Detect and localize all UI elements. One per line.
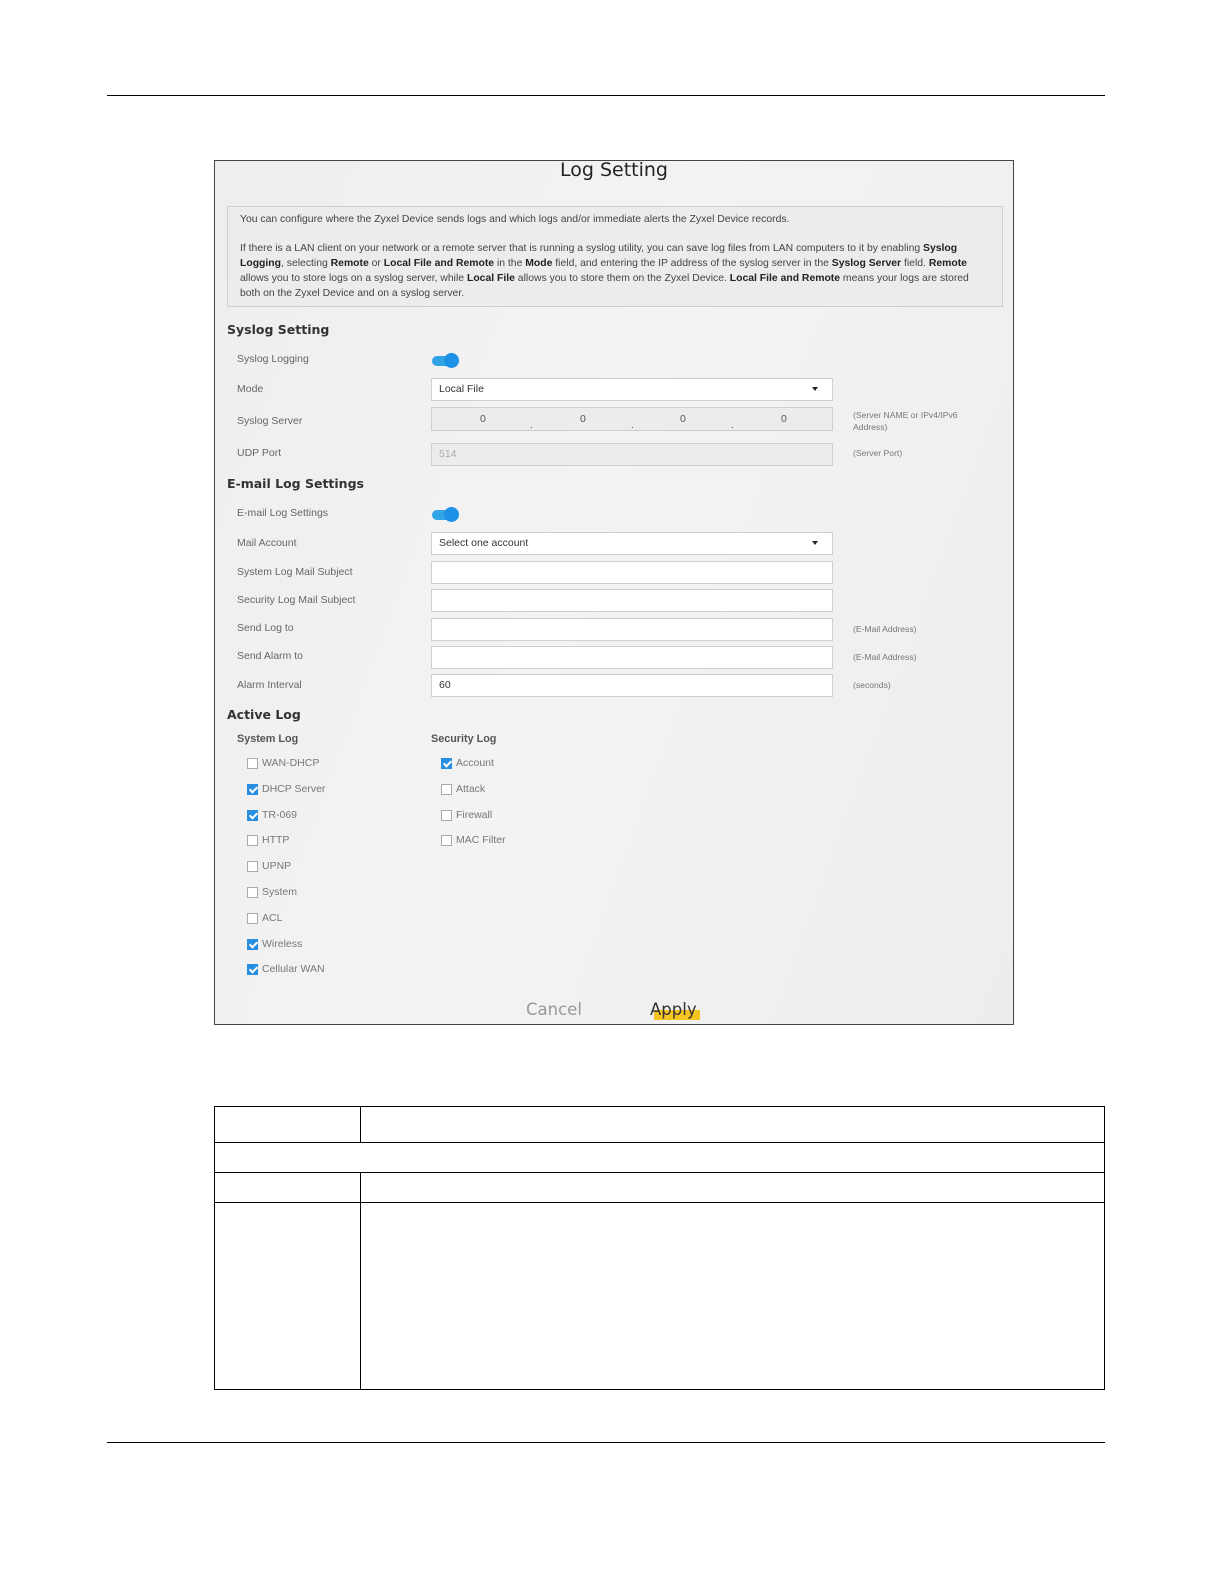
alarm-interval-label: Alarm Interval: [237, 679, 302, 691]
udp-port-value: 514: [439, 448, 457, 460]
table-cell: [361, 1107, 1105, 1143]
table-row: [215, 1143, 1105, 1173]
syslog-logging-label: Syslog Logging: [237, 353, 309, 365]
send-alarm-to-label: Send Alarm to: [237, 650, 303, 662]
table-cell: [361, 1203, 1105, 1390]
checked-checkbox-icon[interactable]: [247, 964, 258, 975]
table-row: [215, 1173, 1105, 1203]
security-log-heading: Security Log: [431, 733, 497, 745]
mail-account-select[interactable]: [431, 532, 833, 555]
alarm-interval-input[interactable]: [431, 674, 833, 697]
mode-label: Mode: [237, 383, 264, 395]
apply-button[interactable]: Apply: [650, 1000, 697, 1019]
security-log-mail-subject-label: Security Log Mail Subject: [237, 594, 356, 606]
system-log-heading: System Log: [237, 733, 299, 745]
checkbox-label: UPNP: [262, 860, 292, 873]
checked-checkbox-icon[interactable]: [247, 810, 258, 821]
header-rule: [107, 95, 1105, 96]
chevron-down-icon: [812, 387, 818, 391]
table-cell: [215, 1107, 361, 1143]
ip-octet-4[interactable]: 0: [781, 413, 787, 425]
ip-octet-2[interactable]: 0: [580, 413, 586, 425]
unchecked-checkbox-icon[interactable]: [247, 861, 258, 872]
checked-checkbox-icon[interactable]: [247, 939, 258, 950]
checkbox-label: System: [262, 886, 298, 898]
udp-port-input[interactable]: [431, 443, 833, 466]
email-log-settings-heading: E-mail Log Settings: [227, 476, 364, 491]
table-cell: [215, 1143, 1105, 1173]
checked-checkbox-icon[interactable]: [441, 758, 452, 769]
security-log-mail-subject-input[interactable]: [431, 589, 833, 612]
page-title: Log Setting: [559, 160, 668, 181]
checkbox-label: Account: [456, 757, 494, 769]
send-log-to-label: Send Log to: [237, 622, 294, 634]
system-log-mail-subject-input[interactable]: [431, 561, 833, 584]
alarm-interval-hint: (seconds): [853, 680, 891, 690]
unchecked-checkbox-icon[interactable]: [441, 835, 452, 846]
mode-select[interactable]: [431, 378, 833, 401]
ip-dot: .: [731, 420, 734, 431]
syslog-logging-toggle[interactable]: [432, 353, 459, 368]
checkbox-label: ACL: [262, 911, 283, 924]
syslog-setting-heading: Syslog Setting: [227, 322, 330, 337]
unchecked-checkbox-icon[interactable]: [441, 810, 452, 821]
table-cell: [215, 1173, 361, 1203]
alarm-interval-value: 60: [439, 679, 451, 691]
send-log-to-hint: (E-Mail Address): [853, 624, 917, 634]
info-paragraph-2: If there is a LAN client on your network or a remote server that is running a syslog utility, you can save log files from LAN computers to it by enabling Syslog Logging, selecting Remote or Local File and Remote in the Mode field, and entering the IP address of the syslog server in the Syslog Server field. Remote allows you to store logs on a syslog server, while Local File allows you to store them on the Zyxel Device. Local File and Remote means your logs are stored both on the Zyxel Device and on a syslog server.: [240, 243, 969, 299]
system-log-mail-subject-label: System Log Mail Subject: [237, 566, 353, 578]
checkbox-label: WAN-DHCP: [262, 757, 320, 769]
checkbox-label: Attack: [456, 782, 486, 795]
checkbox-label: Firewall: [456, 808, 493, 821]
send-alarm-to-hint: (E-Mail Address): [853, 652, 917, 662]
info-box: [227, 206, 1003, 307]
unchecked-checkbox-icon[interactable]: [247, 758, 258, 769]
syslog-server-ip-input[interactable]: [431, 407, 833, 431]
checkbox-label: Cellular WAN: [262, 963, 325, 976]
email-log-settings-toggle[interactable]: [432, 507, 459, 522]
unchecked-checkbox-icon[interactable]: [247, 913, 258, 924]
checkbox-label: TR-069: [262, 808, 298, 821]
checkbox-label: Wireless: [262, 937, 303, 950]
checkbox-label: HTTP: [262, 834, 290, 847]
mail-account-label: Mail Account: [237, 537, 297, 549]
checkbox-label: DHCP Server: [262, 782, 326, 795]
udp-port-label: UDP Port: [237, 447, 282, 459]
checkbox-label: MAC Filter: [456, 834, 506, 847]
log-setting-screenshot: [214, 160, 1014, 1025]
active-log-heading: Active Log: [227, 707, 301, 722]
email-log-settings-label: E-mail Log Settings: [237, 507, 329, 519]
table-header-row: [215, 1107, 1105, 1143]
syslog-server-hint: (Server NAME or IPv4/IPv6 Address): [853, 410, 958, 432]
syslog-server-label: Syslog Server: [237, 415, 303, 427]
table-cell: [361, 1173, 1105, 1203]
unchecked-checkbox-icon[interactable]: [247, 835, 258, 846]
unchecked-checkbox-icon[interactable]: [247, 887, 258, 898]
chevron-down-icon: [812, 541, 818, 545]
udp-port-hint: (Server Port): [853, 448, 903, 458]
mail-account-value: Select one account: [439, 537, 529, 549]
send-alarm-to-input[interactable]: [431, 646, 833, 669]
info-line-1: You can configure where the Zyxel Device sends logs and which logs and/or immediate alerts the Zyxel Device records.: [240, 214, 790, 225]
ip-dot: .: [530, 420, 533, 431]
table-row: [215, 1203, 1105, 1390]
cancel-button[interactable]: Cancel: [526, 1000, 582, 1019]
ip-dot: .: [631, 420, 634, 431]
description-table: [214, 1106, 1105, 1390]
unchecked-checkbox-icon[interactable]: [441, 784, 452, 795]
send-log-to-input[interactable]: [431, 618, 833, 641]
mode-value: Local File: [439, 383, 484, 395]
ip-octet-3[interactable]: 0: [680, 413, 686, 425]
footer-rule: [107, 1442, 1105, 1443]
table-cell: [215, 1203, 361, 1390]
ip-octet-1[interactable]: 0: [480, 413, 486, 425]
checked-checkbox-icon[interactable]: [247, 784, 258, 795]
